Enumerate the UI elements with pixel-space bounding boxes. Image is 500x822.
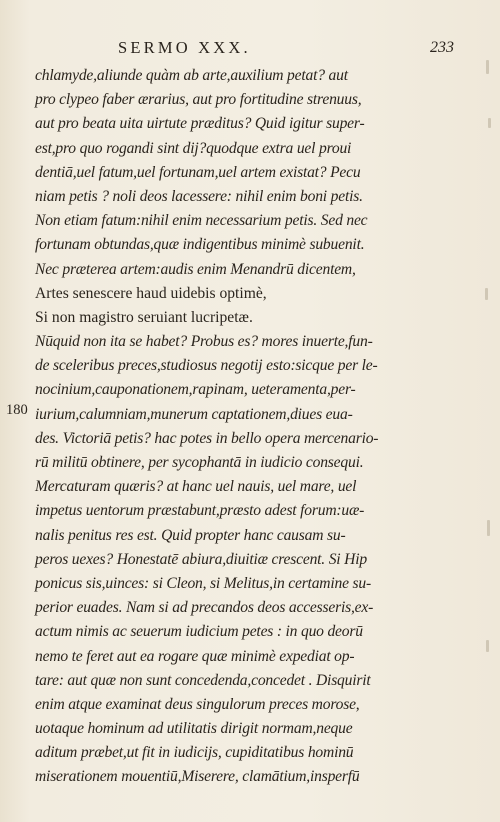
text-line: fortunam obtundas,quæ indigentibus minimè subuenit. [35, 236, 365, 254]
text-line: Nūquid non ita se habet? Probus es? mores inuerte,fun- [35, 333, 373, 351]
page-number: 233 [430, 39, 454, 56]
bleed-mark [486, 640, 489, 652]
text-line: de sceleribus preces,studiosus negotij esto:sicque per le- [35, 357, 378, 375]
text-line: aut pro beata uita uirtute præditus? Quid igitur super- [35, 115, 365, 133]
text-line: nalis penitus res est. Quid propter hanc causam su- [35, 526, 346, 544]
text-line: miserationem mouentiū,Miserere, clamātium,insperfū [35, 768, 360, 786]
bleed-mark [485, 288, 488, 300]
text-line: aditum præbet,ut fit in iudicijs, cupiditatibus hominū [35, 744, 354, 762]
running-head: SERMO XXX. [118, 38, 251, 57]
text-line: iurium,calumniam,munerum captationem,diues eua- [35, 405, 353, 423]
text-line: Artes senescere haud uidebis optimè, [35, 284, 267, 302]
text-line: chlamyde,aliunde quàm ab arte,auxilium petat? aut [35, 67, 348, 84]
text-line: nemo te feret aut ea rogare quæ minimè expediat op- [35, 647, 355, 665]
text-line: pro clypeo faber ærarius, aut pro fortitudine strenuus, [35, 91, 362, 109]
text-line: est,pro quo rogandi sint dij?quodque extra uel proui [35, 139, 352, 157]
text-line: ponicus sis,uinces: si Cleon, si Melitus,in certamine su- [35, 574, 371, 592]
text-line: Si non magistro seruiant lucripetæ. [35, 308, 253, 326]
text-line: Nec præterea artem:audis enim Menandrū dicentem, [35, 260, 356, 278]
page-header [0, 34, 500, 58]
body-text [35, 64, 403, 790]
text-line: nocinium,cauponationem,rapinam, ueteramenta,per- [35, 381, 356, 399]
text-line: Non etiam fatum:nihil enim necessarium petis. Sed nec [35, 212, 368, 230]
page-edge-bleed [478, 0, 500, 822]
bleed-mark [486, 60, 489, 74]
text-line: Mercaturam quæris? at hanc uel nauis, uel mare, uel [35, 478, 357, 496]
text-line: rū militū obtinere, per sycophantā in iudicio consequi. [35, 454, 364, 471]
bleed-mark [487, 520, 490, 536]
bleed-mark [488, 118, 491, 128]
text-line: impetus uentorum præstabunt,præsto adest forum:uæ- [35, 502, 365, 520]
text-line: tare: aut quæ non sunt concedenda,concedet . Disquirit [35, 671, 371, 689]
text-line: uotaque hominum ad utilitatis dirigit normam,neque [35, 720, 353, 738]
margin-line-number: 180 [6, 402, 28, 418]
text-line: enim atque examinat deus singulorum preces morose, [35, 695, 360, 713]
text-line: perior euades. Nam si ad precandos deos accesseris,ex- [35, 599, 374, 617]
text-line: niam petis ? noli deos lacessere: nihil enim boni petis. [35, 187, 363, 205]
text-line: peros uexes? Honestatē abiura,diuitiæ crescent. Si Hip [35, 550, 367, 568]
text-line: actum nimis ac seuerum iudicium petes : in quo deorū [35, 623, 363, 641]
text-line: dentiā,uel fatum,uel fortunam,uel artem existat? Pecu [35, 163, 361, 181]
text-line: des. Victoriā petis? hac potes in bello opera mercenario- [35, 429, 379, 447]
